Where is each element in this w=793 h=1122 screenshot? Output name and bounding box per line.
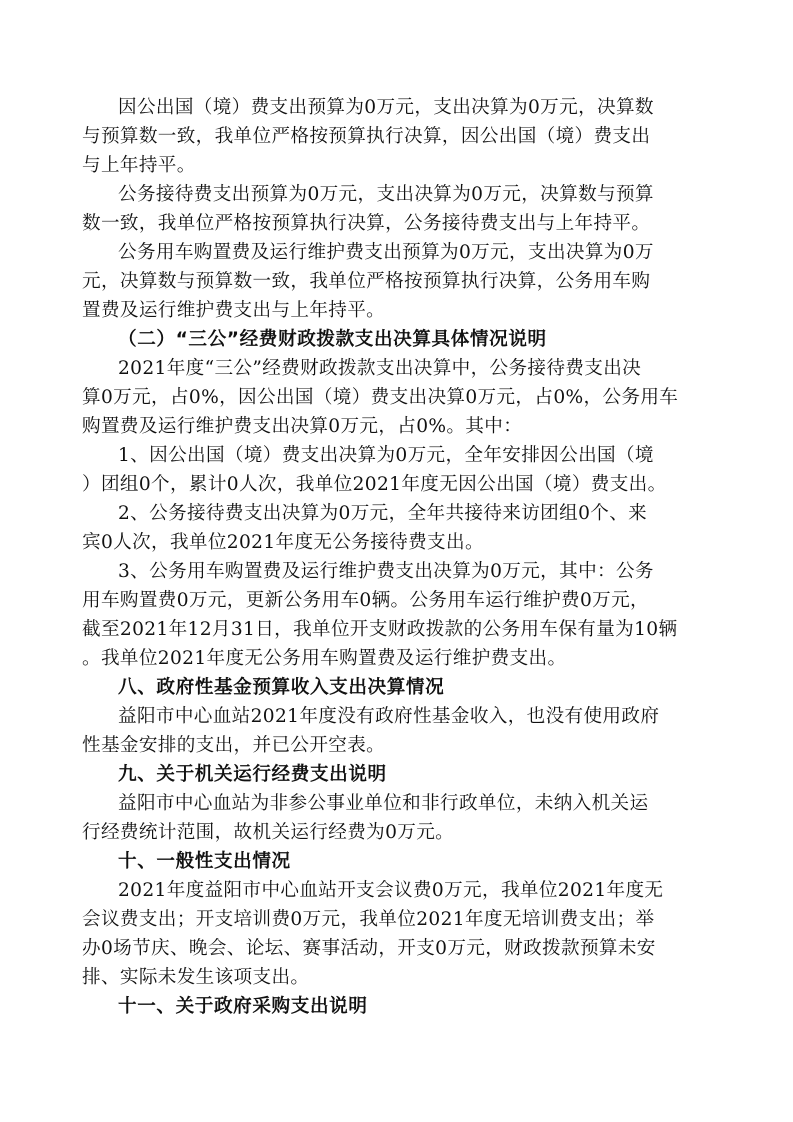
heading-line: 十、一般性支出情况 <box>118 851 291 872</box>
text-line: 办0场节庆、晚会、论坛、赛事活动，开支0万元，财政拨款预算未安 <box>82 938 656 959</box>
text-line: 性基金安排的支出，并已公开空表。 <box>82 735 386 756</box>
heading-line: 十一、关于政府采购支出说明 <box>118 996 368 1017</box>
paragraph-item-3 <box>82 557 716 673</box>
text-line: 公务用车购置费及运行维护费支出预算为0万元，支出决算为0万 <box>118 242 654 263</box>
text-line: 3、公务用车购置费及运行维护费支出决算为0万元，其中：公务 <box>118 561 654 582</box>
paragraph-operating-cost <box>82 789 716 847</box>
text-line: 1、因公出国（境）费支出决算为0万元，全年安排因公出国（境 <box>118 445 654 466</box>
text-line: 数一致，我单位严格按预算执行决算，公务接待费支出与上年持平。 <box>82 213 651 234</box>
text-line: 益阳市中心血站2021年度没有政府性基金收入，也没有使用政府 <box>118 706 660 727</box>
text-line: 置费及运行维护费支出与上年持平。 <box>82 300 386 321</box>
section-heading-three-public <box>82 325 716 354</box>
text-line: 2021年度“三公”经费财政拨款支出决算中，公务接待费支出决 <box>118 358 642 379</box>
paragraph-three-public-summary <box>82 354 716 441</box>
heading-line: （二）“三公”经费财政拨款支出决算具体情况说明 <box>118 329 547 350</box>
paragraph-item-2 <box>82 499 716 557</box>
text-line: 行经费统计范围，故机关运行经费为0万元。 <box>82 822 455 843</box>
text-line: 元，决算数与预算数一致，我单位严格按预算执行决算，公务用车购 <box>82 271 651 292</box>
paragraph-overseas-budget <box>82 93 716 180</box>
text-line: 2、公务接待费支出决算为0万元，全年共接待来访团组0个、来 <box>118 503 648 524</box>
text-line: 排、实际未发生该项支出。 <box>82 967 310 988</box>
heading-line: 九、关于机关运行经费支出说明 <box>118 764 387 785</box>
paragraph-vehicle-budget <box>82 238 716 325</box>
text-line: 与预算数一致，我单位严格按预算执行决算，因公出国（境）费支出 <box>82 126 651 147</box>
text-line: 用车购置费0万元，更新公务用车0辆。公务用车运行维护费0万元， <box>82 590 649 611</box>
text-line: 算0万元，占0%，因公出国（境）费支出决算0万元，占0%，公务用车 <box>82 387 679 408</box>
text-line: 。我单位2021年度无公务用车购置费及运行维护费支出。 <box>82 648 567 669</box>
heading-line: 八、政府性基金预算收入支出决算情况 <box>118 677 445 698</box>
text-line: 益阳市中心血站为非参公事业单位和非行政单位，未纳入机关运 <box>118 793 649 814</box>
section-heading-8 <box>82 673 716 702</box>
section-heading-10 <box>82 847 716 876</box>
section-heading-9 <box>82 760 716 789</box>
text-line: 截至2021年12月31日，我单位开支财政拨款的公务用车保有量为10辆 <box>82 619 678 640</box>
text-line: 公务接待费支出预算为0万元，支出决算为0万元，决算数与预算 <box>118 184 654 205</box>
text-line: 与上年持平。 <box>82 155 196 176</box>
text-line: 会议费支出；开支培训费0万元，我单位2021年度无培训费支出；举 <box>82 909 655 930</box>
text-line: 宾0人次，我单位2021年度无公务接待费支出。 <box>82 532 484 553</box>
section-heading-11 <box>82 992 716 1021</box>
text-line: 2021年度益阳市中心血站开支会议费0万元，我单位2021年度无 <box>118 880 664 901</box>
text-line: 购置费及运行维护费支出决算0万元，占0%。其中： <box>82 416 523 437</box>
paragraph-reception-budget <box>82 180 716 238</box>
text-line: 因公出国（境）费支出预算为0万元，支出决算为0万元，决算数 <box>118 97 654 118</box>
paragraph-gov-fund <box>82 702 716 760</box>
text-line: ）团组0个，累计0人次，我单位2021年度无因公出国（境）费支出。 <box>82 474 667 495</box>
paragraph-general-expense <box>82 876 716 992</box>
paragraph-item-1 <box>82 441 716 499</box>
document-body <box>82 93 716 1021</box>
